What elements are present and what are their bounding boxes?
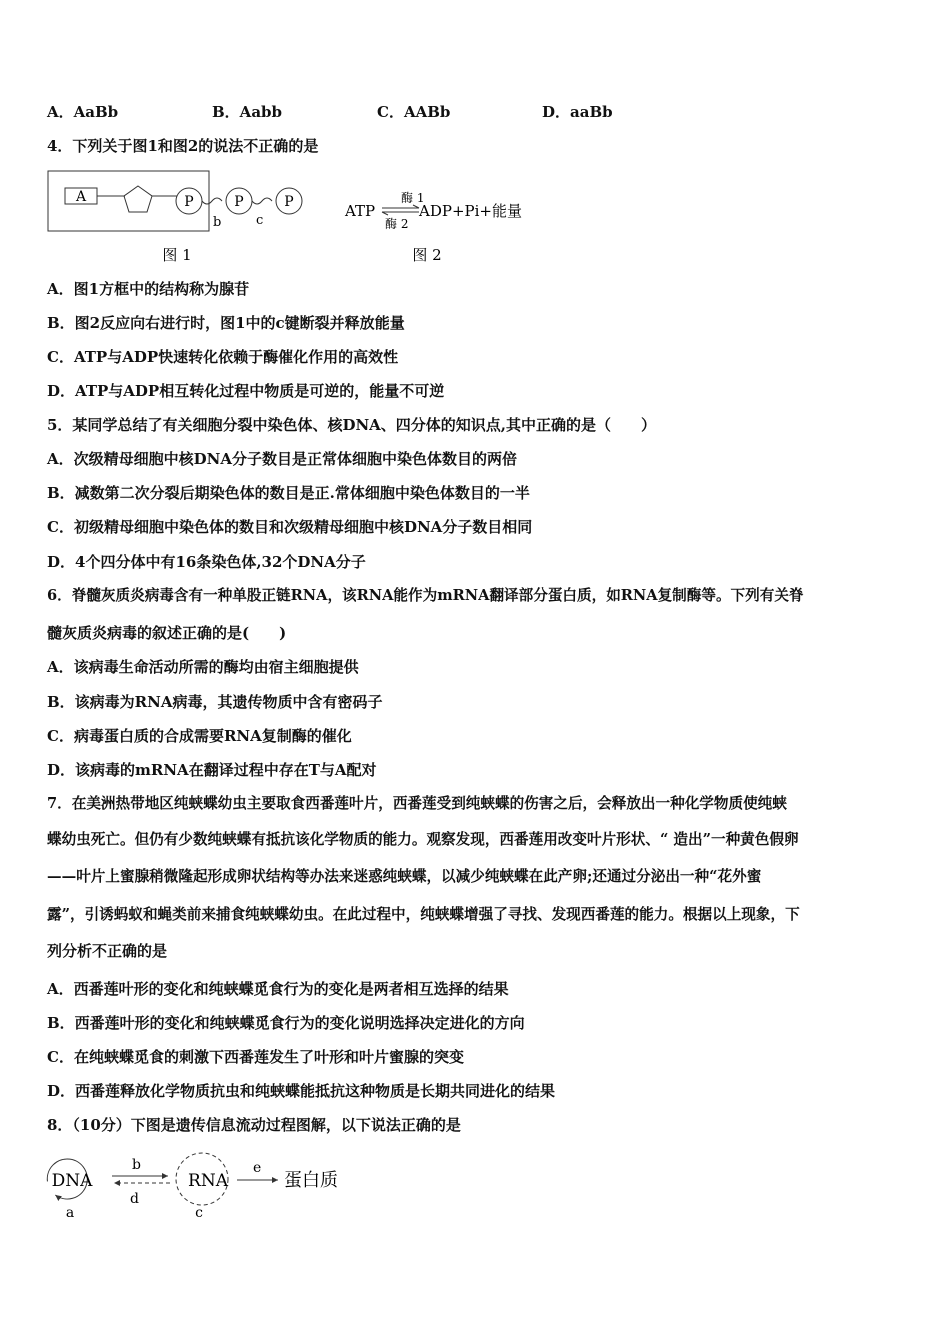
- q5-option-d: D．4个四分体中有16条染色体,32个DNA分子: [47, 553, 366, 571]
- q6-stem-line-2: 髓灰质炎病毒的叙述正确的是( ): [47, 624, 287, 642]
- q7-option-b: B．西番莲叶形的变化和纯蛱蝶觅食行为的变化说明选择决定进化的方向: [47, 1014, 525, 1032]
- q7-stem-line-2: 蝶幼虫死亡。但仍有少数纯蛱蝶有抵抗该化学物质的能力。观察发现，西番莲用改变叶片形状、“ 造出”一种黄色假卵: [47, 831, 799, 848]
- atp-reaction-figure: [344, 190, 522, 264]
- protein-label: 蛋白质: [284, 1170, 338, 1191]
- figure-label: P: [234, 194, 244, 210]
- q5-option-c: C．初级精母细胞中染色体的数目和次级精母细胞中核DNA分子数目相同: [47, 518, 533, 536]
- q7-option-a: A．西番莲叶形的变化和纯蛱蝶觅食行为的变化是两者相互选择的结果: [47, 980, 509, 998]
- figure-label: ATP: [345, 202, 376, 220]
- q3-option-a: A．AaBb: [47, 103, 119, 121]
- q4-option-b: B．图2反应向右进行时，图1中的c键断裂并释放能量: [47, 314, 405, 332]
- q6-option-b: B．该病毒为RNA病毒，其遗传物质中含有密码子: [47, 693, 383, 711]
- q4-stem: 4．下列关于图1和图2的说法不正确的是: [47, 137, 319, 155]
- q7-stem-line-5: 列分析不正确的是: [47, 942, 168, 960]
- bond-b-label: b: [213, 215, 222, 230]
- genetic-information-flow-diagram: [40, 1145, 370, 1225]
- q5-option-b: B．减数第二次分裂后期染色体的数目是正.常体细胞中染色体数目的一半: [47, 484, 530, 502]
- q5-option-a: A．次级精母细胞中核DNA分子数目是正常体细胞中染色体数目的两倍: [47, 450, 517, 468]
- figure-label: ADP+Pi+能量: [419, 202, 522, 220]
- ribose-pentagon-icon: [124, 186, 152, 212]
- q3-option-b: B．Aabb: [212, 103, 283, 121]
- q7-option-d: D．西番莲释放化学物质抗虫和纯蛱蝶能抵抗这种物质是长期共同进化的结果: [47, 1082, 556, 1100]
- adenine-label: A: [75, 189, 87, 205]
- q4-option-c: C．ATP与ADP快速转化依赖于酶催化作用的高效性: [47, 348, 399, 366]
- q7-stem-line-4: 露”，引诱蚂蚁和蝇类前来捕食纯蛱蝶幼虫。在此过程中，纯蛱蝶增强了寻找、发现西番莲的能力。根据以上现象，下: [47, 906, 800, 923]
- q3-option-d: D．aaBb: [542, 103, 613, 121]
- q3-option-c: C．AABb: [377, 103, 451, 121]
- figure1-caption: 图 1: [162, 246, 192, 264]
- q4-option-a: A．图1方框中的结构称为腺苷: [47, 280, 250, 298]
- q6-option-a: A．该病毒生命活动所需的酶均由宿主细胞提供: [47, 658, 359, 676]
- q4-figures: [45, 168, 545, 268]
- q4-option-d: D．ATP与ADP相互转化过程中物质是可逆的，能量不可逆: [47, 382, 445, 400]
- process-a-label: a: [65, 1205, 75, 1221]
- q6-option-c: C．病毒蛋白质的合成需要RNA复制酶的催化: [47, 727, 352, 745]
- q7-option-c: C．在纯蛱蝶觅食的刺激下西番莲发生了叶形和叶片蜜腺的突变: [47, 1048, 464, 1066]
- q8-stem: 8．（10分）下图是遗传信息流动过程图解，以下说法正确的是: [47, 1116, 461, 1134]
- process-d-label: d: [130, 1191, 139, 1207]
- figure2-caption: 图 2: [412, 246, 442, 264]
- rna-label: RNA: [188, 1171, 228, 1191]
- figure-label: 酶 1: [401, 191, 425, 205]
- q7-stem-line-3: ——叶片上蜜腺稍微隆起形成卵状结构等办法来迷惑纯蛱蝶，以减少纯蛱蝶在此产卵;还通过分泌出一种“花外蜜: [47, 868, 762, 885]
- figure-label: P: [284, 194, 294, 210]
- q6-stem-line-1: 6．脊髓灰质炎病毒含有一种单股正链RNA，该RNA能作为mRNA翻译部分蛋白质，如RNA复制酶等。下列有关脊: [47, 587, 804, 604]
- figure-label: 酶 2: [385, 217, 409, 231]
- process-c-label: c: [195, 1205, 203, 1221]
- process-e-label: e: [253, 1160, 262, 1176]
- process-b-label: b: [132, 1157, 141, 1173]
- bond-c-label: c: [256, 213, 264, 228]
- q6-option-d: D．该病毒的mRNA在翻译过程中存在T与A配对: [47, 761, 377, 779]
- figure-label: P: [184, 194, 194, 210]
- atp-structure-figure: [48, 171, 302, 264]
- q5-stem: 5．某同学总结了有关细胞分裂中染色体、核DNA、四分体的知识点,其中正确的是（ ）: [47, 416, 657, 434]
- q7-stem-line-1: 7．在美洲热带地区纯蛱蝶幼虫主要取食西番莲叶片，西番莲受到纯蛱蝶的伤害之后，会释放出一种化学物质使纯蛱: [47, 795, 787, 812]
- dna-label: DNA: [51, 1171, 93, 1191]
